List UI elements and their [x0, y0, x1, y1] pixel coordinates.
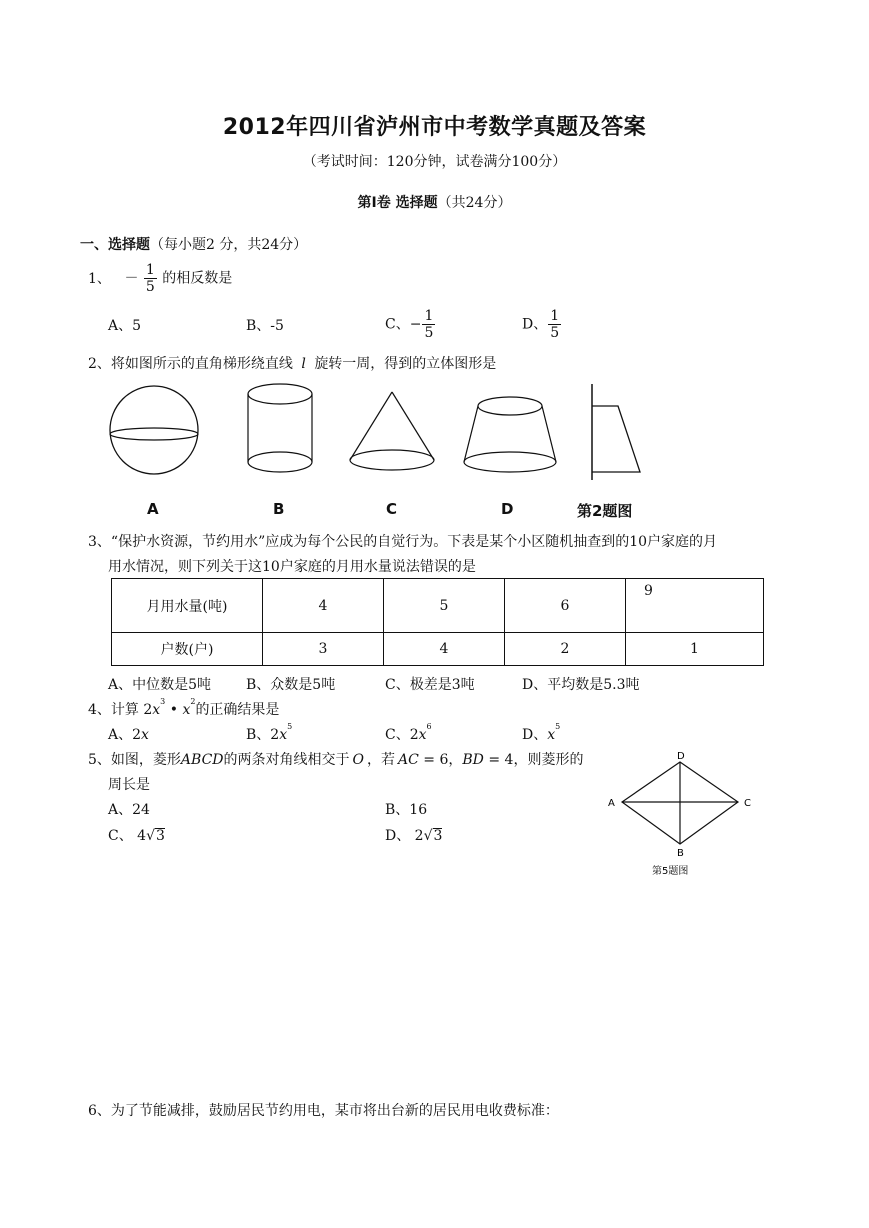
q1-sign: － — [124, 270, 139, 287]
page-title: 2012年四川省泸州市中考数学真题及答案 — [222, 115, 647, 140]
q1-option-c-numerator: 1 — [424, 308, 434, 324]
cone-shape — [350, 392, 434, 470]
q5-abcd: ABCD — [180, 752, 224, 768]
exam-info: （考试时间：120分钟，试卷满分100分） — [302, 154, 567, 170]
q4-option-a-coef: A、2 — [108, 727, 142, 743]
q2-text-after: 旋转一周，得到的立体图形是 — [314, 356, 497, 372]
q4-option-d — [522, 724, 560, 744]
q2-figure — [100, 380, 660, 480]
q5-line-2: 周长是 — [108, 777, 150, 793]
table-header-cell: 户数(户) — [112, 633, 263, 666]
sqrt-icon: √ — [423, 828, 433, 844]
q4-option-b-var: x — [279, 727, 288, 743]
q5-text-1: 5、如图，菱形 — [88, 752, 181, 768]
q3-line-2: 用水情况，则下列关于这10户家庭的月用水量说法错误的是 — [108, 559, 476, 575]
q1-option-d-numerator: 1 — [550, 308, 560, 324]
water-usage-table — [111, 578, 764, 666]
question-1 — [88, 262, 232, 295]
q4-text-b: 的正确结果是 — [195, 702, 280, 718]
q4-exp-1: 3 — [160, 697, 166, 706]
q1-option-c — [385, 308, 436, 341]
q5-figure-caption: 第5题图 — [652, 866, 689, 877]
q4-exp-2: 2 — [190, 697, 196, 706]
vertex-c-label: C — [744, 798, 751, 809]
q3-option-c: C、极差是3吨 — [385, 677, 475, 693]
q1-option-c-fraction — [422, 308, 435, 341]
table-cell: 9 — [626, 579, 764, 633]
q1-option-d — [522, 308, 562, 341]
q1-fraction-denominator: 5 — [145, 279, 155, 295]
q4-option-a — [108, 724, 149, 744]
table-cell: 3 — [263, 633, 384, 666]
part-score: （共24分） — [437, 195, 512, 211]
table-header-cell: 月用水量(吨) — [112, 579, 263, 633]
section-heading — [80, 234, 307, 254]
table-cell: 2 — [505, 633, 626, 666]
q2-figure-caption: 第2题图 — [577, 502, 633, 520]
q4-option-c-coef: C、2 — [385, 727, 419, 743]
q5-option-d-coef: D、 2 — [385, 828, 424, 844]
q4-option-b-coef: B、2 — [246, 727, 280, 743]
q5-option-c-radicand: 3 — [156, 828, 165, 844]
table-cell: 4 — [384, 633, 505, 666]
q2-label-c: C — [386, 500, 398, 518]
q4-option-d-exp: 5 — [555, 722, 561, 731]
table-row — [112, 579, 764, 633]
q5-option-d-radicand: 3 — [433, 828, 443, 844]
q1-option-b: B、-5 — [246, 318, 284, 334]
q5-option-c-coef: C、 4 — [108, 828, 147, 844]
q2-text-before: 2、将如图所示的直角梯形绕直线 — [88, 356, 293, 372]
q1-fraction-numerator: 1 — [145, 262, 155, 278]
q5-bd: BD — [462, 752, 484, 768]
right-trapezoid-figure — [592, 384, 640, 480]
q4-dot: • — [165, 702, 183, 718]
q4-option-b — [246, 724, 292, 744]
q2-line-variable: l — [301, 356, 306, 372]
q5-text-3: ，若 — [367, 752, 396, 768]
q3-line-1: 3、“保护水资源，节约用水”应成为每个公民的自觉行为。下表是某个小区随机抽查到的10户家庭的月 — [88, 534, 718, 550]
q3-option-b: B、众数是5吨 — [246, 677, 336, 693]
q1-fraction — [144, 262, 157, 295]
q3-option-a: A、中位数是5吨 — [108, 677, 212, 693]
q5-text-4: = 6， — [418, 752, 463, 768]
sqrt-icon: √ — [146, 828, 155, 844]
q4-option-d-prefix: D、 — [522, 727, 548, 743]
table-cell: 4 — [263, 579, 384, 633]
q1-text: 的相反数是 — [162, 270, 233, 287]
vertex-b-label: B — [677, 848, 684, 859]
q5-text-2: 的两条对角线相交于 — [223, 752, 350, 768]
question-6: 6、为了节能减排，鼓励居民节约用电，某市将出台新的居民用电收费标准： — [88, 1103, 559, 1119]
part-title: 第Ⅰ卷 选择题 — [357, 195, 438, 211]
vertex-d-label: D — [677, 751, 685, 762]
q2-label-b: B — [273, 500, 285, 518]
q4-var-1: x — [152, 702, 161, 718]
q1-option-a: A、5 — [108, 318, 142, 334]
q4-option-a-var: x — [141, 727, 149, 743]
question-2 — [88, 353, 496, 373]
q5-o: O — [352, 752, 365, 768]
q5-option-c — [108, 825, 165, 845]
rhombus-figure — [600, 748, 770, 888]
q1-option-d-prefix: D、 — [522, 316, 548, 333]
q5-option-a: A、24 — [108, 802, 150, 818]
sphere-shape — [110, 386, 198, 474]
q1-option-c-denominator: 5 — [424, 325, 434, 341]
q5-ac: AC — [398, 752, 419, 768]
part-heading — [0, 192, 869, 212]
q1-number: 1、 — [88, 270, 111, 287]
q4-option-c — [385, 724, 432, 744]
table-cell: 6 — [505, 579, 626, 633]
table-cell: 1 — [626, 633, 764, 666]
table-row — [112, 633, 764, 666]
vertex-a-label: A — [608, 798, 615, 809]
q5-text-5: = 4，则菱形的 — [483, 752, 584, 768]
cylinder-shape — [248, 384, 312, 472]
question-5 — [88, 749, 583, 769]
table-cell: 5 — [384, 579, 505, 633]
q1-option-d-fraction — [548, 308, 561, 341]
q3-option-d: D、平均数是5.3吨 — [522, 677, 640, 693]
q4-option-b-exp: 5 — [287, 722, 293, 731]
question-4 — [88, 699, 279, 719]
q1-option-d-denominator: 5 — [550, 325, 560, 341]
section-label: 一、选择题 — [80, 237, 150, 253]
q4-option-d-var: x — [547, 727, 556, 743]
frustum-shape — [464, 397, 556, 472]
q4-var-2: x — [182, 702, 191, 718]
q1-option-c-prefix: C、− — [385, 316, 422, 333]
q2-label-d: D — [501, 500, 514, 518]
q4-option-c-var: x — [418, 727, 427, 743]
section-note: （每小题2 分，共24分） — [150, 237, 308, 253]
q2-label-a: A — [147, 500, 159, 518]
q4-option-c-exp: 6 — [426, 722, 432, 731]
q5-option-d — [385, 825, 442, 845]
q4-text-a: 4、计算 2 — [88, 702, 153, 718]
q5-option-b: B、16 — [385, 802, 428, 818]
